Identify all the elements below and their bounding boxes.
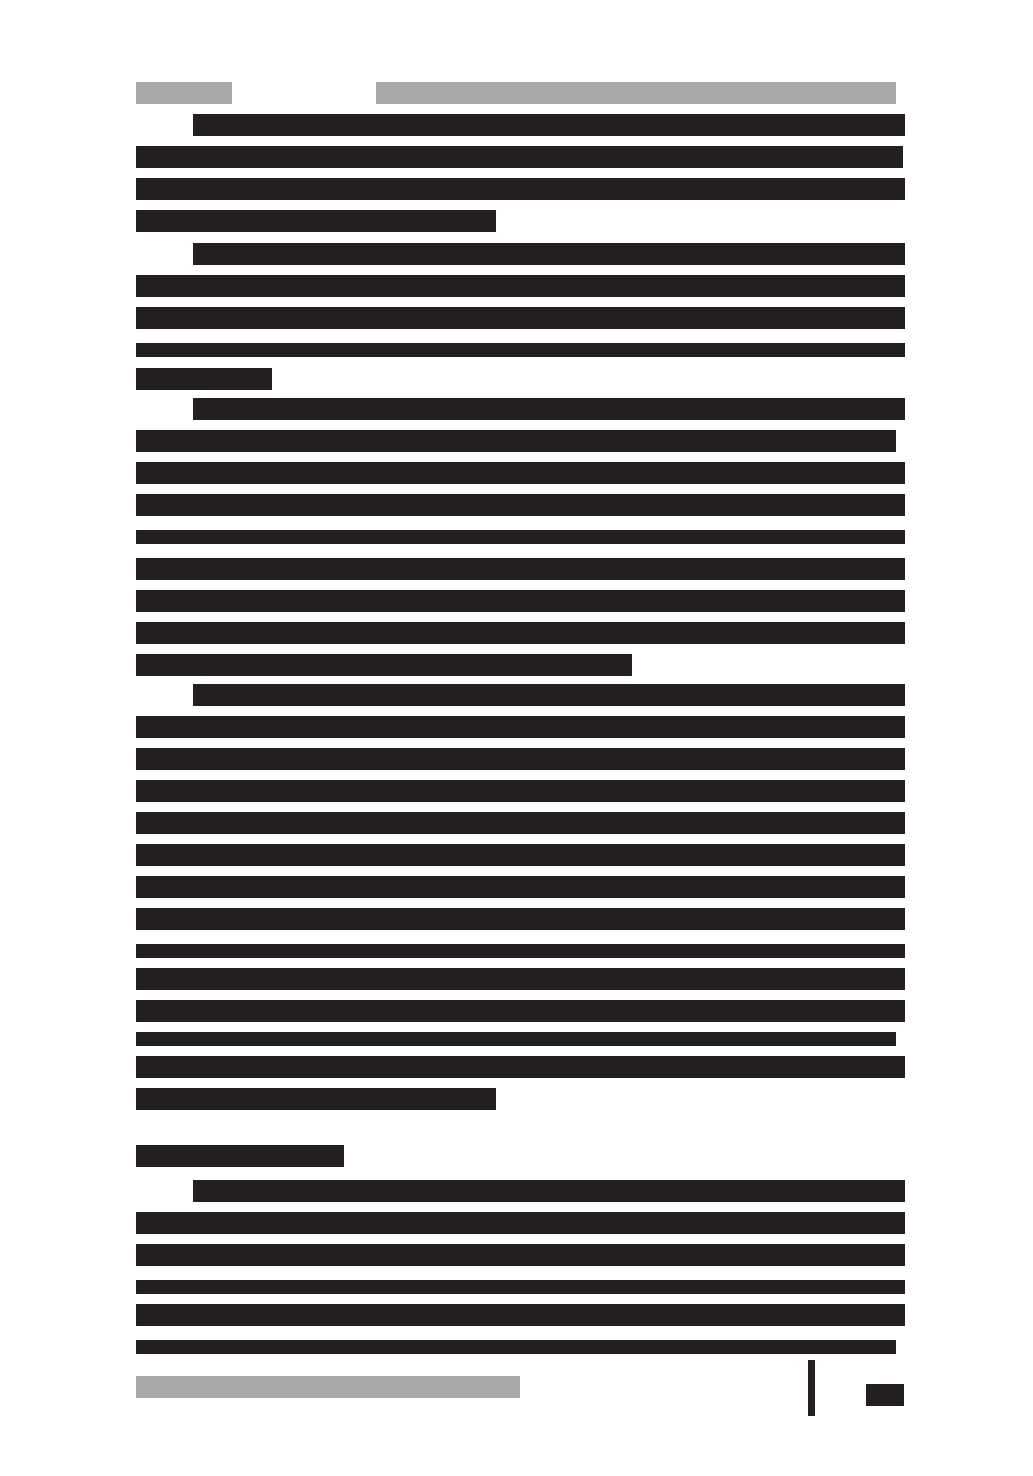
- running-header-left: [136, 82, 232, 104]
- paragraph-3-line: [136, 558, 905, 580]
- paragraph-3-line: [136, 654, 632, 676]
- paragraph-5-line: [136, 1244, 905, 1266]
- paragraph-4-line: [136, 1088, 496, 1110]
- paragraph-1-line: [136, 210, 496, 232]
- paragraph-3-line: [136, 430, 896, 452]
- paragraph-4-line: [193, 684, 905, 706]
- paragraph-4-line: [136, 968, 905, 990]
- paragraph-4-line: [136, 908, 905, 930]
- page-number: [866, 1384, 904, 1406]
- paragraph-5-line: [136, 1304, 905, 1326]
- paragraph-3-line: [136, 462, 905, 484]
- paragraph-5-line: [136, 1212, 905, 1234]
- paragraph-5-line: [193, 1180, 905, 1202]
- paragraph-4-line: [136, 1056, 905, 1078]
- paragraph-4-line: [136, 844, 905, 866]
- paragraph-3-line: [193, 398, 905, 420]
- paragraph-1-line: [136, 178, 905, 200]
- paragraph-4-line: [136, 812, 905, 834]
- paragraph-2-line: [136, 368, 272, 390]
- paragraph-4-line: [136, 780, 905, 802]
- paragraph-1-line: [136, 146, 903, 168]
- paragraph-5-line: [136, 1280, 905, 1294]
- paragraph-2-line: [193, 243, 905, 265]
- paragraph-4-line: [136, 1000, 905, 1022]
- paragraph-3-line: [136, 494, 905, 516]
- paragraph-3-line: [136, 590, 905, 612]
- footer-divider: [808, 1360, 815, 1416]
- paragraph-4-line: [136, 1032, 896, 1046]
- paragraph-2-line: [136, 275, 905, 297]
- running-header-right: [376, 82, 896, 104]
- footer-citation: [136, 1376, 520, 1398]
- section-heading: [136, 1145, 344, 1167]
- paragraph-1-line: [193, 114, 905, 136]
- paragraph-2-line: [136, 307, 905, 329]
- paragraph-4-line: [136, 876, 905, 898]
- paragraph-4-line: [136, 748, 905, 770]
- paragraph-5-line: [136, 1340, 896, 1354]
- paragraph-4-line: [136, 944, 905, 958]
- paragraph-3-line: [136, 530, 905, 544]
- paragraph-3-line: [136, 622, 905, 644]
- paragraph-4-line: [136, 716, 905, 738]
- paragraph-2-line: [136, 343, 905, 357]
